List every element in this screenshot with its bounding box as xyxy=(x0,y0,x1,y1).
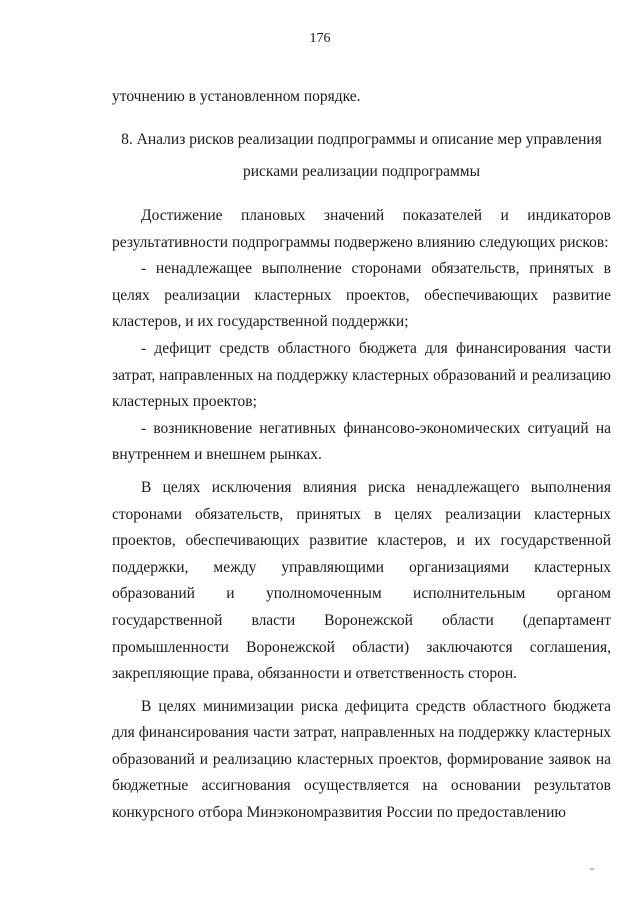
section-heading-line-2: рисками реализации подпрограммы xyxy=(242,163,480,180)
page-number: 176 xyxy=(309,31,331,46)
section-heading xyxy=(112,124,611,188)
paragraph-risk-obligations: - ненадлежащее выполнение сторонами обязательств, принятых в целях реализации кластерных проектов, обеспечивающих развитие кластеров, и их государственной поддержки; xyxy=(112,260,611,331)
continuation-text xyxy=(112,84,611,111)
paragraph-measure-agreements: В целях исключения влияния риска ненадлежащего выполнения сторонами обязательств, принятых в целях реализации кластерных проектов, обеспечивающих развитие кластеров, и их государственной поддержки, между управляющими организациями кластерных образований и уполномоченным исполнительным органом государственной власти Воронежской области (департамент промышленности Воронежской области) заключаются соглашения, закрепляющие права, обязанности и ответственность сторон. xyxy=(112,478,611,683)
paragraph-measure-budget: В целях минимизации риска дефицита средств областного бюджета для финансирования части затрат, направленных на поддержку кластерных образований и реализацию кластерных проектов, формирование заявок на бюджетные ассигнования осуществляется на основании результатов конкурсного отбора Минэкономразвития России по предоставлению xyxy=(112,697,611,822)
paragraph-risks-intro: Достижение плановых значений показателей и индикаторов результативности подпрограммы подвержено влиянию следующих рисков: xyxy=(112,207,611,251)
section-heading-line-1: 8. Анализ рисков реализации подпрограммы и описание мер управления xyxy=(121,131,602,148)
paragraph-risk-deficit: - дефицит средств областного бюджета для финансирования части затрат, направленных на поддержку кластерных образований и реализацию кластерных проектов; xyxy=(112,339,611,411)
section-body xyxy=(112,203,611,827)
paragraph-risk-markets: - возникновение негативных финансово-экономических ситуаций на внутреннем и внешнем рынках. xyxy=(112,419,611,464)
scan-artifact xyxy=(590,868,594,870)
continuation-line: уточнению в установленном порядке. xyxy=(112,88,361,105)
